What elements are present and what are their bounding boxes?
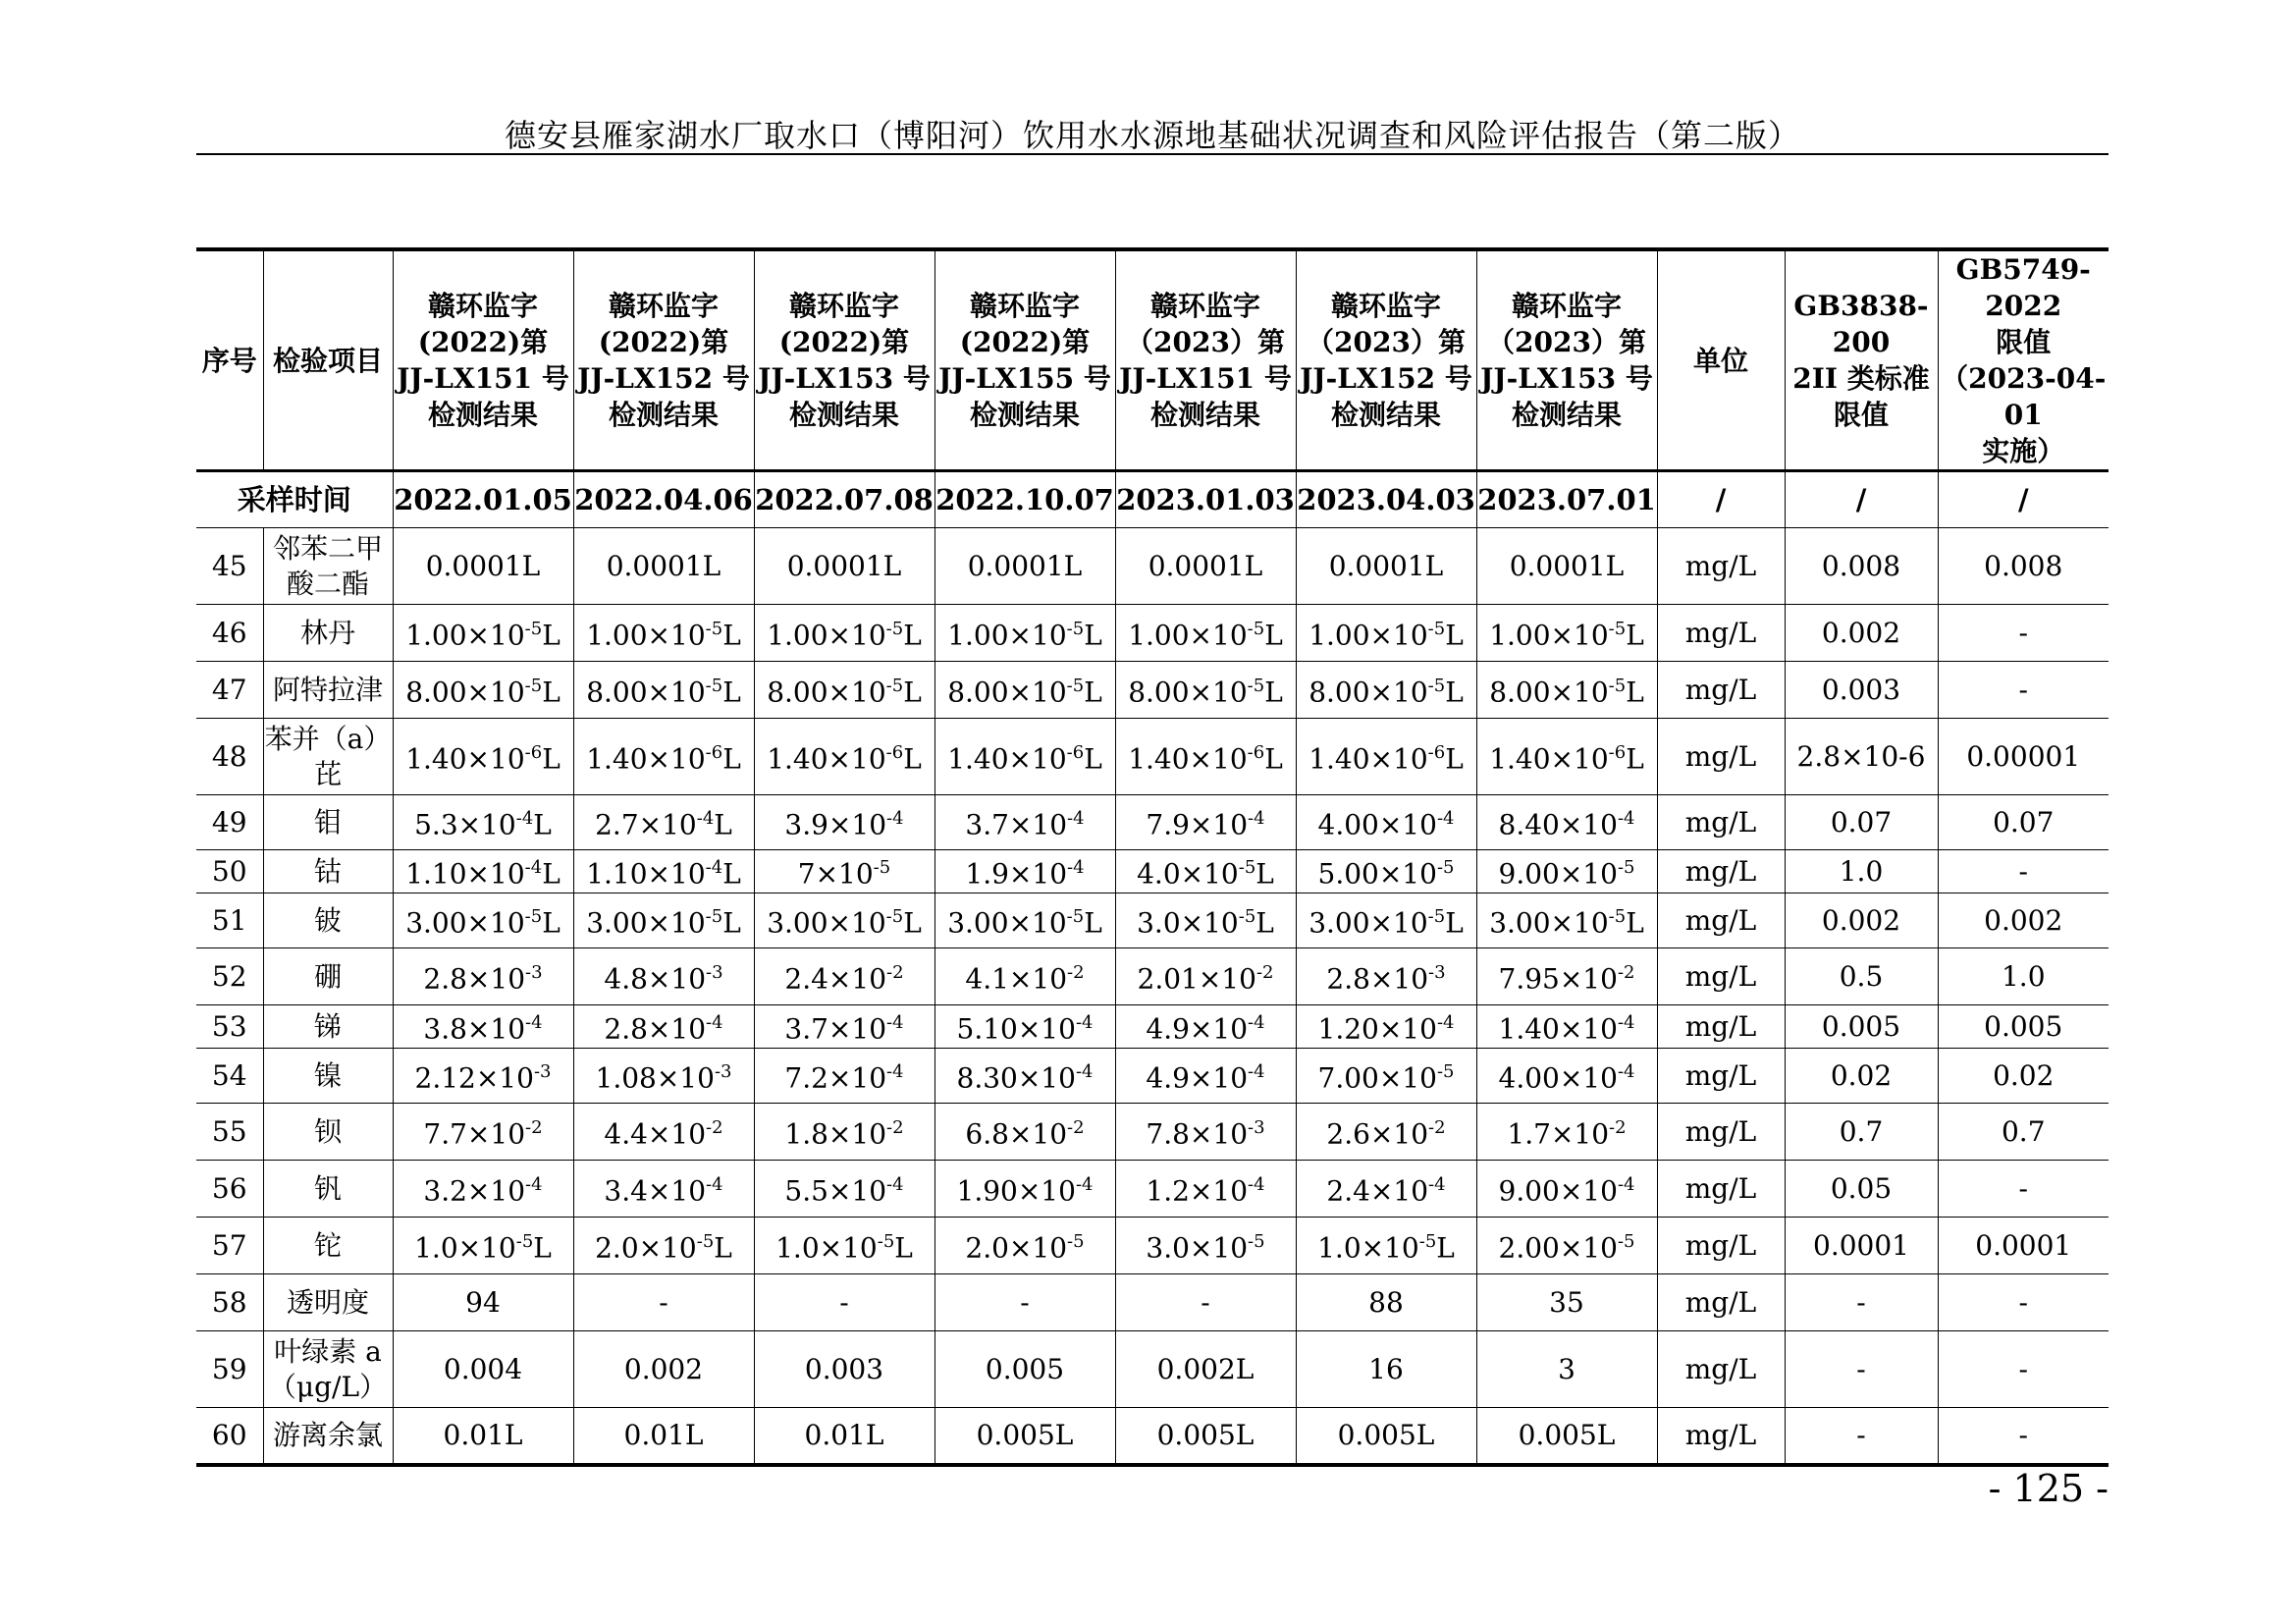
result-value: $8.00\times 10^{-5}L$ bbox=[1296, 662, 1476, 719]
table-row bbox=[196, 1104, 2109, 1161]
result-value: 0.002L bbox=[1115, 1331, 1296, 1408]
result-value: $4.9\times 10^{-4}$ bbox=[1115, 1049, 1296, 1104]
gb3838-limit: 0.05 bbox=[1785, 1161, 1938, 1218]
gb5749-limit: 0.07 bbox=[1938, 795, 2109, 850]
sampling-gb3838: / bbox=[1785, 471, 1938, 528]
result-value: $8.00\times 10^{-5}L$ bbox=[1115, 662, 1296, 719]
result-value: $3.9\times 10^{-4}$ bbox=[754, 795, 934, 850]
result-value: $8.00\times 10^{-5}L$ bbox=[393, 662, 573, 719]
table-row bbox=[196, 893, 2109, 948]
gb5749-limit: - bbox=[1938, 662, 2109, 719]
result-value: $8.30\times 10^{-4}$ bbox=[934, 1049, 1115, 1104]
result-value: $2.8\times 10^{-3}$ bbox=[1296, 948, 1476, 1005]
row-number: 53 bbox=[196, 1005, 263, 1049]
unit-value: mg/L bbox=[1657, 662, 1785, 719]
test-item: 钴 bbox=[263, 850, 393, 893]
test-item: 锑 bbox=[263, 1005, 393, 1049]
result-value: $8.00\times 10^{-5}L$ bbox=[1476, 662, 1657, 719]
table-row bbox=[196, 1331, 2109, 1408]
result-value: $3.8\times 10^{-4}$ bbox=[393, 1005, 573, 1049]
sampling-date: 2022.01.05 bbox=[393, 471, 573, 528]
result-value: $2.8\times 10^{-3}$ bbox=[393, 948, 573, 1005]
gb3838-limit: 0.0001 bbox=[1785, 1218, 1938, 1274]
result-value: $1.10\times 10^{-4}L$ bbox=[573, 850, 754, 893]
result-value: - bbox=[573, 1274, 754, 1331]
row-number: 49 bbox=[196, 795, 263, 850]
result-value: $2.4\times 10^{-2}$ bbox=[754, 948, 934, 1005]
header-seq: 序号 bbox=[196, 249, 263, 471]
test-item: 镍 bbox=[263, 1049, 393, 1104]
gb3838-limit: 0.002 bbox=[1785, 893, 1938, 948]
gb5749-limit: 0.00001 bbox=[1938, 719, 2109, 795]
sampling-date: 2022.07.08 bbox=[754, 471, 934, 528]
result-value: $2.8\times 10^{-4}$ bbox=[573, 1005, 754, 1049]
test-item: 钒 bbox=[263, 1161, 393, 1218]
sampling-date: 2023.01.03 bbox=[1115, 471, 1296, 528]
result-value: $2.0\times 10^{-5}$ bbox=[934, 1218, 1115, 1274]
table-row bbox=[196, 1161, 2109, 1218]
result-value: $1.00\times 10^{-5}L$ bbox=[573, 605, 754, 662]
table-row bbox=[196, 719, 2109, 795]
result-value: $2.6\times 10^{-2}$ bbox=[1296, 1104, 1476, 1161]
unit-value: mg/L bbox=[1657, 1161, 1785, 1218]
sampling-time-row bbox=[196, 471, 2109, 528]
result-value: 0.005L bbox=[1476, 1408, 1657, 1465]
header-unit: 单位 bbox=[1657, 249, 1785, 471]
header-gb3838: GB3838-200 2II 类标准 限值 bbox=[1785, 249, 1938, 471]
header-result-col: 赣环监字 (2022)第 JJ-LX155 号 检测结果 bbox=[934, 249, 1115, 471]
result-value: $6.8\times 10^{-2}$ bbox=[934, 1104, 1115, 1161]
result-value: $7.8\times 10^{-3}$ bbox=[1115, 1104, 1296, 1161]
result-value: $2.0\times 10^{-5}L$ bbox=[573, 1218, 754, 1274]
result-value: $1.0\times 10^{-5}L$ bbox=[393, 1218, 573, 1274]
result-value: $2.7\times 10^{-4}L$ bbox=[573, 795, 754, 850]
result-value: $3.00\times 10^{-5}L$ bbox=[393, 893, 573, 948]
result-value: $7.7\times 10^{-2}$ bbox=[393, 1104, 573, 1161]
table-row bbox=[196, 1049, 2109, 1104]
result-value: 0.0001L bbox=[1115, 528, 1296, 605]
result-value: $5.10\times 10^{-4}$ bbox=[934, 1005, 1115, 1049]
gb5749-limit: - bbox=[1938, 605, 2109, 662]
table-row bbox=[196, 795, 2109, 850]
row-number: 60 bbox=[196, 1408, 263, 1465]
unit-value: mg/L bbox=[1657, 1104, 1785, 1161]
result-value: $3.7\times 10^{-4}$ bbox=[754, 1005, 934, 1049]
result-value: $2.00\times 10^{-5}$ bbox=[1476, 1218, 1657, 1274]
table-row bbox=[196, 948, 2109, 1005]
table-row bbox=[196, 1408, 2109, 1465]
test-item: 钼 bbox=[263, 795, 393, 850]
result-value: $1.90\times 10^{-4}$ bbox=[934, 1161, 1115, 1218]
result-value: 0.002 bbox=[573, 1331, 754, 1408]
gb5749-limit: 0.7 bbox=[1938, 1104, 2109, 1161]
result-value: 0.0001L bbox=[934, 528, 1115, 605]
gb3838-limit: 0.003 bbox=[1785, 662, 1938, 719]
gb3838-limit: 0.02 bbox=[1785, 1049, 1938, 1104]
row-number: 47 bbox=[196, 662, 263, 719]
header-result-col: 赣环监字 (2022)第 JJ-LX151 号 检测结果 bbox=[393, 249, 573, 471]
result-value: $2.12\times 10^{-3}$ bbox=[393, 1049, 573, 1104]
result-value: $4.8\times 10^{-3}$ bbox=[573, 948, 754, 1005]
sampling-date: 2022.10.07 bbox=[934, 471, 1115, 528]
result-value: 0.003 bbox=[754, 1331, 934, 1408]
result-value: $1.40\times 10^{-6}L$ bbox=[934, 719, 1115, 795]
test-item: 透明度 bbox=[263, 1274, 393, 1331]
row-number: 56 bbox=[196, 1161, 263, 1218]
result-value: $3.4\times 10^{-4}$ bbox=[573, 1161, 754, 1218]
row-number: 55 bbox=[196, 1104, 263, 1161]
result-value: 0.005 bbox=[934, 1331, 1115, 1408]
unit-value: mg/L bbox=[1657, 1408, 1785, 1465]
table-row bbox=[196, 605, 2109, 662]
sampling-time-label: 采样时间 bbox=[196, 471, 393, 528]
test-item: 游离余氯 bbox=[263, 1408, 393, 1465]
result-value: $1.40\times 10^{-6}L$ bbox=[1476, 719, 1657, 795]
result-value: $9.00\times 10^{-5}$ bbox=[1476, 850, 1657, 893]
result-value: $7\times 10^{-5}$ bbox=[754, 850, 934, 893]
result-value: $5.5\times 10^{-4}$ bbox=[754, 1161, 934, 1218]
row-number: 58 bbox=[196, 1274, 263, 1331]
result-value: 0.01L bbox=[393, 1408, 573, 1465]
test-item: 苯并（a） 芘 bbox=[263, 719, 393, 795]
result-value: $7.95\times 10^{-2}$ bbox=[1476, 948, 1657, 1005]
header-result-col: 赣环监字 （2023）第 JJ-LX152 号 检测结果 bbox=[1296, 249, 1476, 471]
result-value: $1.40\times 10^{-6}L$ bbox=[1115, 719, 1296, 795]
gb3838-limit: - bbox=[1785, 1408, 1938, 1465]
row-number: 50 bbox=[196, 850, 263, 893]
result-value: - bbox=[1115, 1274, 1296, 1331]
result-value: $1.00\times 10^{-5}L$ bbox=[1115, 605, 1296, 662]
result-value: $1.8\times 10^{-2}$ bbox=[754, 1104, 934, 1161]
unit-value: mg/L bbox=[1657, 893, 1785, 948]
sampling-unit: / bbox=[1657, 471, 1785, 528]
unit-value: mg/L bbox=[1657, 528, 1785, 605]
gb5749-limit: 1.0 bbox=[1938, 948, 2109, 1005]
test-item: 铊 bbox=[263, 1218, 393, 1274]
unit-value: mg/L bbox=[1657, 795, 1785, 850]
gb3838-limit: 0.7 bbox=[1785, 1104, 1938, 1161]
result-value: $1.7\times 10^{-2}$ bbox=[1476, 1104, 1657, 1161]
gb3838-limit: 0.008 bbox=[1785, 528, 1938, 605]
test-item: 钡 bbox=[263, 1104, 393, 1161]
result-value: $4.00\times 10^{-4}$ bbox=[1476, 1049, 1657, 1104]
result-value: $9.00\times 10^{-4}$ bbox=[1476, 1161, 1657, 1218]
running-header: 德安县雁家湖水厂取水口（博阳河）饮用水水源地基础状况调查和风险评估报告（第二版） bbox=[504, 117, 1800, 154]
result-value: $1.9\times 10^{-4}$ bbox=[934, 850, 1115, 893]
result-value: $2.4\times 10^{-4}$ bbox=[1296, 1161, 1476, 1218]
row-number: 52 bbox=[196, 948, 263, 1005]
gb3838-limit: 1.0 bbox=[1785, 850, 1938, 893]
test-item: 林丹 bbox=[263, 605, 393, 662]
result-value: $8.00\times 10^{-5}L$ bbox=[934, 662, 1115, 719]
result-value: $1.0\times 10^{-5}L$ bbox=[1296, 1218, 1476, 1274]
sampling-date: 2023.04.03 bbox=[1296, 471, 1476, 528]
result-value: 0.01L bbox=[754, 1408, 934, 1465]
result-value: $3.2\times 10^{-4}$ bbox=[393, 1161, 573, 1218]
header-result-col: 赣环监字 (2022)第 JJ-LX153 号 检测结果 bbox=[754, 249, 934, 471]
result-value: $4.4\times 10^{-2}$ bbox=[573, 1104, 754, 1161]
result-value: $4.00\times 10^{-4}$ bbox=[1296, 795, 1476, 850]
result-value: $7.9\times 10^{-4}$ bbox=[1115, 795, 1296, 850]
result-value: $3.00\times 10^{-5}L$ bbox=[754, 893, 934, 948]
result-value: 0.005L bbox=[1115, 1408, 1296, 1465]
unit-value: mg/L bbox=[1657, 850, 1785, 893]
result-value: $5.00\times 10^{-5}$ bbox=[1296, 850, 1476, 893]
result-value: $1.10\times 10^{-4}L$ bbox=[393, 850, 573, 893]
gb3838-limit: 0.005 bbox=[1785, 1005, 1938, 1049]
result-value: 0.005L bbox=[1296, 1408, 1476, 1465]
row-number: 48 bbox=[196, 719, 263, 795]
result-value: $4.9\times 10^{-4}$ bbox=[1115, 1005, 1296, 1049]
result-value: $1.00\times 10^{-5}L$ bbox=[1476, 605, 1657, 662]
result-value: 0.0001L bbox=[754, 528, 934, 605]
result-value: 3 bbox=[1476, 1331, 1657, 1408]
result-value: $1.08\times 10^{-3}$ bbox=[573, 1049, 754, 1104]
table-header-row bbox=[196, 249, 2109, 471]
gb5749-limit: - bbox=[1938, 850, 2109, 893]
row-number: 59 bbox=[196, 1331, 263, 1408]
result-value: $1.40\times 10^{-6}L$ bbox=[393, 719, 573, 795]
unit-value: mg/L bbox=[1657, 605, 1785, 662]
result-value: $3.00\times 10^{-5}L$ bbox=[934, 893, 1115, 948]
result-value: $3.0\times 10^{-5}L$ bbox=[1115, 893, 1296, 948]
result-value: 0.0001L bbox=[393, 528, 573, 605]
unit-value: mg/L bbox=[1657, 1005, 1785, 1049]
result-value: $1.40\times 10^{-6}L$ bbox=[1296, 719, 1476, 795]
unit-value: mg/L bbox=[1657, 1218, 1785, 1274]
result-value: $1.20\times 10^{-4}$ bbox=[1296, 1005, 1476, 1049]
result-value: $4.1\times 10^{-2}$ bbox=[934, 948, 1115, 1005]
water-quality-results-table bbox=[196, 247, 2109, 1467]
header-rule bbox=[196, 153, 2109, 155]
test-item: 阿特拉津 bbox=[263, 662, 393, 719]
header-item: 检验项目 bbox=[263, 249, 393, 471]
test-item: 铍 bbox=[263, 893, 393, 948]
gb3838-limit: - bbox=[1785, 1274, 1938, 1331]
page-number: - 125 - bbox=[1988, 1467, 2109, 1510]
result-value: $1.00\times 10^{-5}L$ bbox=[754, 605, 934, 662]
result-value: $1.00\times 10^{-5}L$ bbox=[1296, 605, 1476, 662]
result-value: $1.40\times 10^{-6}L$ bbox=[573, 719, 754, 795]
test-item: 硼 bbox=[263, 948, 393, 1005]
gb5749-limit: - bbox=[1938, 1331, 2109, 1408]
unit-value: mg/L bbox=[1657, 1331, 1785, 1408]
result-value: $8.00\times 10^{-5}L$ bbox=[754, 662, 934, 719]
gb3838-limit: 0.002 bbox=[1785, 605, 1938, 662]
result-value: $5.3\times 10^{-4}L$ bbox=[393, 795, 573, 850]
gb5749-limit: - bbox=[1938, 1161, 2109, 1218]
result-value: 88 bbox=[1296, 1274, 1476, 1331]
gb5749-limit: 0.008 bbox=[1938, 528, 2109, 605]
result-value: - bbox=[934, 1274, 1115, 1331]
unit-value: mg/L bbox=[1657, 1274, 1785, 1331]
result-value: $1.0\times 10^{-5}L$ bbox=[754, 1218, 934, 1274]
table-row bbox=[196, 1274, 2109, 1331]
header-result-col: 赣环监字 （2023）第 JJ-LX153 号 检测结果 bbox=[1476, 249, 1657, 471]
header-result-col: 赣环监字 (2022)第 JJ-LX152 号 检测结果 bbox=[573, 249, 754, 471]
test-item: 叶绿素 a （μg/L） bbox=[263, 1331, 393, 1408]
result-value: 94 bbox=[393, 1274, 573, 1331]
result-value: $1.2\times 10^{-4}$ bbox=[1115, 1161, 1296, 1218]
gb5749-limit: 0.002 bbox=[1938, 893, 2109, 948]
table-row bbox=[196, 1218, 2109, 1274]
table-row bbox=[196, 662, 2109, 719]
result-value: $8.40\times 10^{-4}$ bbox=[1476, 795, 1657, 850]
header-result-col: 赣环监字 （2023）第 JJ-LX151 号 检测结果 bbox=[1115, 249, 1296, 471]
gb5749-limit: 0.0001 bbox=[1938, 1218, 2109, 1274]
result-value: 0.005L bbox=[934, 1408, 1115, 1465]
result-value: 16 bbox=[1296, 1331, 1476, 1408]
result-value: $3.00\times 10^{-5}L$ bbox=[1296, 893, 1476, 948]
table-row bbox=[196, 528, 2109, 605]
result-value: $2.01\times 10^{-2}$ bbox=[1115, 948, 1296, 1005]
result-value: $1.40\times 10^{-4}$ bbox=[1476, 1005, 1657, 1049]
row-number: 46 bbox=[196, 605, 263, 662]
result-value: 0.01L bbox=[573, 1408, 754, 1465]
gb5749-limit: - bbox=[1938, 1274, 2109, 1331]
result-value: $1.00\times 10^{-5}L$ bbox=[393, 605, 573, 662]
sampling-date: 2023.07.01 bbox=[1476, 471, 1657, 528]
gb3838-limit: 0.07 bbox=[1785, 795, 1938, 850]
gb5749-limit: 0.005 bbox=[1938, 1005, 2109, 1049]
result-value: $1.40\times 10^{-6}L$ bbox=[754, 719, 934, 795]
gb3838-limit: 0.5 bbox=[1785, 948, 1938, 1005]
table-row bbox=[196, 1005, 2109, 1049]
result-value: $3.0\times 10^{-5}$ bbox=[1115, 1218, 1296, 1274]
table-row bbox=[196, 850, 2109, 893]
test-item: 邻苯二甲 酸二酯 bbox=[263, 528, 393, 605]
result-value: 0.0001L bbox=[1296, 528, 1476, 605]
unit-value: mg/L bbox=[1657, 719, 1785, 795]
result-value: $3.00\times 10^{-5}L$ bbox=[1476, 893, 1657, 948]
result-value: $3.7\times 10^{-4}$ bbox=[934, 795, 1115, 850]
result-value: $3.00\times 10^{-5}L$ bbox=[573, 893, 754, 948]
sampling-date: 2022.04.06 bbox=[573, 471, 754, 528]
result-value: 0.0001L bbox=[573, 528, 754, 605]
result-value: - bbox=[754, 1274, 934, 1331]
row-number: 45 bbox=[196, 528, 263, 605]
result-value: $7.00\times 10^{-5}$ bbox=[1296, 1049, 1476, 1104]
gb5749-limit: - bbox=[1938, 1408, 2109, 1465]
result-value: 0.004 bbox=[393, 1331, 573, 1408]
result-value: $8.00\times 10^{-5}L$ bbox=[573, 662, 754, 719]
unit-value: mg/L bbox=[1657, 948, 1785, 1005]
gb3838-limit: 2.8×10-6 bbox=[1785, 719, 1938, 795]
header-gb5749: GB5749-2022 限值 （2023-04-01 实施） bbox=[1938, 249, 2109, 471]
row-number: 57 bbox=[196, 1218, 263, 1274]
row-number: 54 bbox=[196, 1049, 263, 1104]
gb3838-limit: - bbox=[1785, 1331, 1938, 1408]
result-value: $4.0\times 10^{-5}L$ bbox=[1115, 850, 1296, 893]
result-value: $7.2\times 10^{-4}$ bbox=[754, 1049, 934, 1104]
sampling-gb5749: / bbox=[1938, 471, 2109, 528]
row-number: 51 bbox=[196, 893, 263, 948]
result-value: $1.00\times 10^{-5}L$ bbox=[934, 605, 1115, 662]
gb5749-limit: 0.02 bbox=[1938, 1049, 2109, 1104]
result-value: 0.0001L bbox=[1476, 528, 1657, 605]
unit-value: mg/L bbox=[1657, 1049, 1785, 1104]
result-value: 35 bbox=[1476, 1274, 1657, 1331]
